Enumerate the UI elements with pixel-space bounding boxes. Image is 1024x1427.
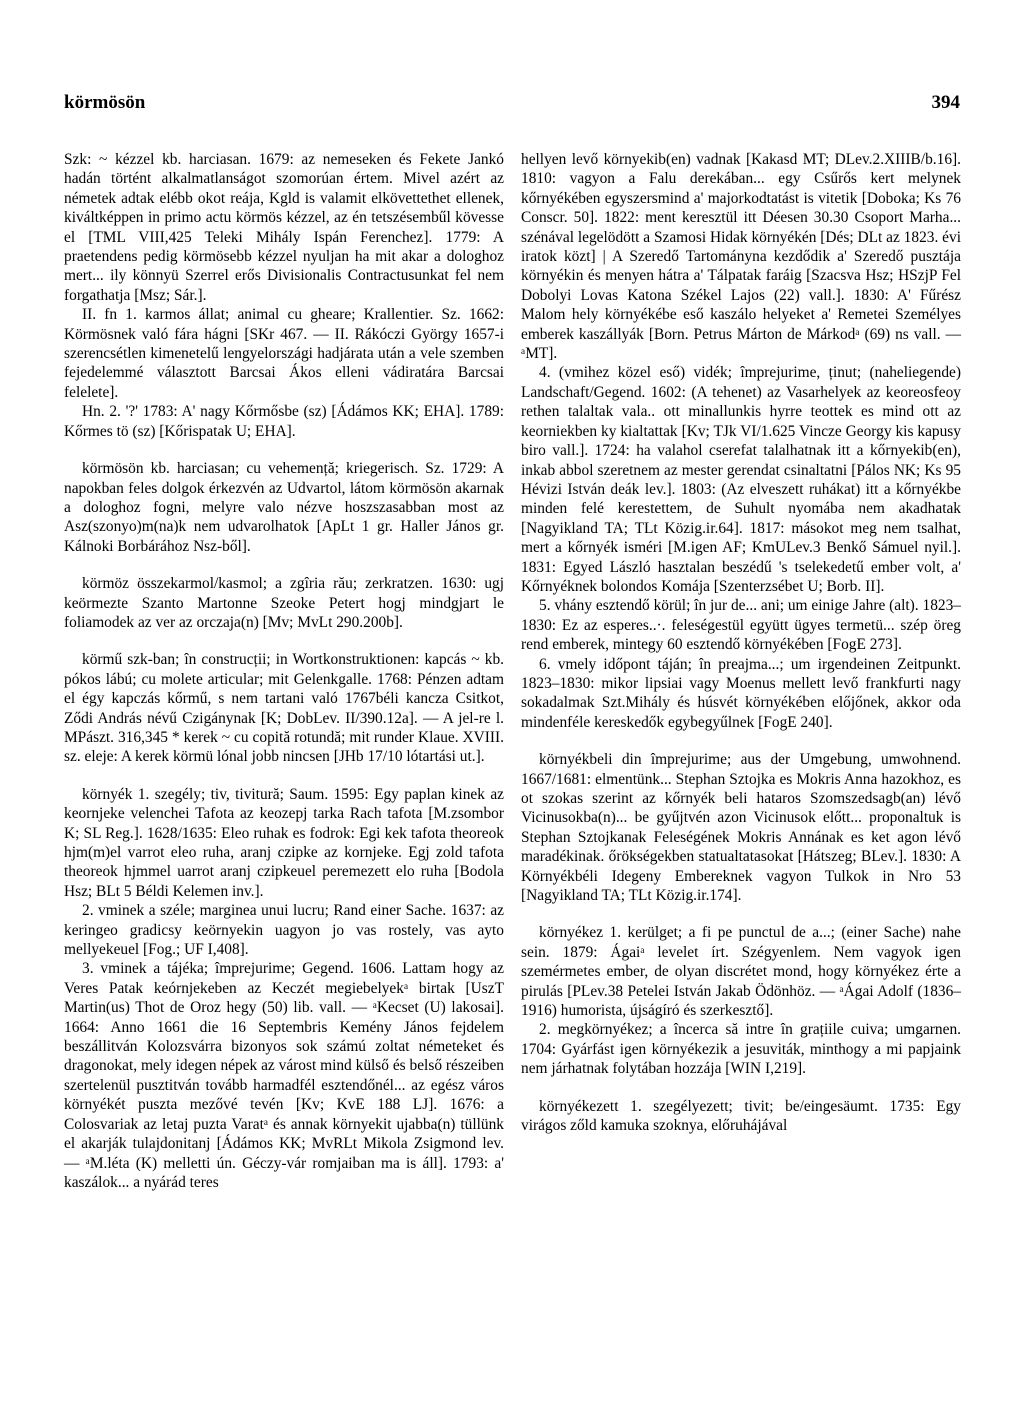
- paragraph: 5. vhány esztendő körül; în jur de... ani; um einige Jahre (alt). 1823–1830: Ez az esperes..·. feleségestül együtt ügyes termetü... szép öreg rend emberek, mintegy 60 esztendő környékében [FogE 273].: [521, 597, 961, 654]
- entry-kormoson: [64, 459, 504, 556]
- paragraph: II. fn 1. karmos állat; animal cu gheare; Krallentier. Sz. 1662: Körmösnek való fára hágni [SKr 467. — II. Rákóczi György 1657-i szerencsétlen kimenetelű lengyelországi hadjárata után a vele szemben fejedelemmé választott Barcsai Ákos elleni vádiratára Barcsai felelete].: [64, 306, 504, 401]
- paragraph: 6. vmely időpont táján; în preajma...; um irgendeinen Zeitpunkt. 1823–1830: mikor lipsiai vagy Moenus mellett levő frankfurti nagy sokadalmak Szt.Mihály és húsvét környékében előjőnek, akkor oda mindenféle kereskedők egybegyűlnek [FogE 240].: [521, 655, 961, 731]
- paragraph: környékbeli din împrejurime; aus der Umgebung, umwohnend. 1667/1681: elmentünk... Stephan Sztojka es Mokris Anna hazokhoz, es ot szokas szerint az kőrnyék beli hataros Szomszedsagb(an) lévő Vicinusokba(n)... be gyűjtvén azon Vicinusok előtt... proponaltuk is Stephan Sztojkanak Feleségének Mokris Annának es ket agon lévő maradékinak. őrökségekben statualtatasokat [Hátszeg; BLev.]. 1830: A Környékbéli Idegeny Embereknek vagyon Tulkok in Nro 53 [Nagyikland TA; TLt Közig.ir.174].: [521, 751, 961, 905]
- entry-kornyek: [64, 785, 504, 1193]
- entry-kornyekezett: [521, 1097, 961, 1136]
- paragraph: környékezett 1. szegélyezett; tivit; be/eingesäumt. 1735: Egy virágos zőld kamuka szoknya, előruhájával: [521, 1097, 961, 1135]
- paragraph: 3. vminek a tájéka; împrejurime; Gegend. 1606. Lattam hogy az Veres Patak keórnjekeben az Keczét megiebelyekᵃ birtak [UszT Martin(us) Thot de Oroz hegy (50) lib. vall. — ᵃKecset (U) lakosai]. 1664: Anno 1661 die 16 Septembris Kemény János fejdelem beszállitván Kolozsvárra bizonyos sok számú zoltat németeket és dragonokat, mely idegen népek az várost mind külső és belső részeiben szertelenül pusztitván tovább harmadfél esztendőnél... az egész város környékét puszta mezővé tevén [Kv; KvE 188 LJ]. 1676: a Colosvariak az letaj puzta Varatᵃ és annak környekit ujabba(n) tüllünk el akarják tulajdonitanj [Ádámos KK; MvRLt Mikola Zsigmond lev. — ᵃM.léta (K) melletti ún. Géczy-vár romjaiban ma is áll]. 1793: a' kaszálok... a nyárád teres: [64, 960, 504, 1191]
- entry-kormu: [64, 650, 504, 766]
- paragraph: körmöz összekarmol/kasmol; a zgîria rău; zerkratzen. 1630: ugj keörmezte Szanto Martonne Szeoke Petert hogj mindgjart le foliamodek az ver az orczaja(n) [Mv; MvLt 290.200b].: [64, 575, 504, 631]
- entry-kornyekbeli: [521, 750, 961, 905]
- paragraph: hellyen levő környekib(en) vadnak [Kakasd MT; DLev.2.XIIIB/b.16]. 1810: vagyon a Falu derekában... egy Csűrős kert melynek kőrnyékében egyszersmind a' majorkodtatást is vitetik [Doboka; Ks 76 Conscr. 50]. 1822: ment keresztül itt Déesen 30.30 Csoport Marha... szénával legelödött a Szamosi Hidak környékén [Dés; DLt az 1823. évi iratok közt] | A Szeredő Tartományna kezdődik a' Szeredő pusztája környékin és menyen hátra a' Tálpatak faráig [Szacsva Hsz; HSzjP Fel Dobolyi Lovas Katona Székel Lajos (22) vall.]. 1830: A' Fűrész Malom hely környékébe eső kaszálo helyeket a' Remetei Személyes emberek kaszállyák [Born. Petrus Márton de Márkodᵃ (69) ns vall. — ᵃMT].: [521, 151, 961, 363]
- running-head: körmösön: [64, 92, 146, 113]
- entry-kornyekez: [521, 923, 961, 1078]
- left-column: [64, 150, 504, 1192]
- paragraph: Hn. 2. '?' 1783: A' nagy Kőrmősbe (sz) [Ádámos KK; EHA]. 1789: Kőrmes tö (sz) [Kőrispatak U; EHA].: [64, 403, 504, 440]
- paragraph: Szk: ~ kézzel kb. harciasan. 1679: az nemeseken és Fekete Jankó hadán történt alkalmatlanságot szomorúan értem. Mivel azért az németek adtak elébb okot reája, Kgld is valamit elkövettethet ellenek, kiváltképpen in primo actu körmös kézzel, az én tetszésembűl kövesse el [TML VIII,425 Teleki Mihály Ispán Ferenchez]. 1779: A praetendens pedig körmösebb kézzel nyuljan ha mit akar a dologhoz mert... ily könnyü Szerrel erős Divisionalis Contractusunkat fel nem forgathatja [Msz; Sár.].: [64, 151, 504, 304]
- paragraph: körmű szk-ban; în construcții; in Wortkonstruktionen: kapcás ~ kb. pókos lábú; cu molete articular; mit Gelenkgalle. 1768: Pénzen adtam el égy kapczás kőrmű, s nem tartani való 1767béli kancza Csitkot, Ződi András névű Czigánynak [K; DobLev. II/390.12a]. — A jel-re l. MPászt. 316,345 * kerek ~ cu copită rotundă; mit runder Klaue. XVIII. sz. eleje: A kerek körmü lónal jobb nincsen [JHb 17/10 lótartási ut.].: [64, 651, 504, 766]
- paragraph: 4. (vmihez közel eső) vidék; împrejurime, ținut; (naheliegende) Landschaft/Gegend. 1602: (A tehenet) az Vasarhelyek az keoreosfeoy rethen talaltak vala.. ott minallunkis hyrre teottek es mind ott az keorniekben ky kialtattak [Kv; TJk VI/1.625 Vincze Georgy kis kapusy biro vall.]. 1724: ha valahol cserefat talalhatnak itt a kőrnyekib(en), inkab abbol szeretnem az mester gerendat csinaltatni [Pálos NK; Ks 95 Hévizi István deák lev.]. 1803: (Az elveszett ruhákat) itt a kőrnyékbe minden felé kerestettem, de Suhult nyomába nem akadhatak [Nagyikland TA; TLt Közig.ir.64]. 1817: másokot meg nem tsalhat, mert a kőrnyék isméri [M.igen AF; KmULev.3 Benkő Sámuel nyil.]. 1831: Egyed László hasztalan beszédű 's tselekedetű ember volt, a' Kőrnyéknek bolondos Komája [Szenterzsébet U; Borb. II].: [521, 364, 961, 595]
- paragraph: körmösön kb. harciasan; cu vehemență; kriegerisch. Sz. 1729: A napokban feles dolgok érkezvén az Udvartol, látom körmösön akarnak a dologhoz fogni, melyre valo nézve hoszszasabban most az Asz(szonyo)m(na)k nem udvarolhatok [ApLt 1 gr. Haller János gr. Kálnoki Borbárához Nsz-ből].: [64, 460, 504, 555]
- paragraph: 2. megkörnyékez; a încerca să intre în grațiile cuiva; umgarnen. 1704: Gyárfást igen környékezik a jesuviták, minthogy a mi papjaink nem járhatnak folytában hozzája [WIN I,219].: [521, 1021, 961, 1078]
- page-header: [64, 92, 960, 124]
- entry-kormoz: [64, 574, 504, 632]
- entry-kormos-continued: [64, 150, 504, 441]
- paragraph: környékez 1. kerülget; a fi pe punctul de a...; (einer Sache) nahe sein. 1879: Ágaiᵃ levelet írt. Szégyenlem. Nem vagyok igen szemérmetes ember, de olyan discrétet mond, hogy környékez érte a pirulás [PLev.38 Petelei István Jakab Ödönhöz. — ᵃÁgai Adolf (1836–1916) humorista, újságíró és szerkesztő].: [521, 924, 961, 1020]
- page-number: 394: [931, 92, 960, 113]
- paragraph: környék 1. szegély; tiv, tivitură; Saum. 1595: Egy paplan kinek az keornjeke velenchei Tafota az keozepj tarka Rach tafota [M.zsombor K; SL Reg.]. 1628/1635: Eleo ruhak es fodrok: Egi kek tafota theoreok hjm(m)el varrot eleo ruha, aranj czipke az kornjeke. Egj zold tafota theoreok hjmmel uarrot aranj czipkeuel peremezett elo ruha [Bodola Hsz; BLt 5 Béldi Kelemen inv.].: [64, 785, 504, 900]
- right-column: [521, 150, 961, 1136]
- entry-kornyek-continued: [521, 150, 961, 732]
- paragraph: 2. vminek a széle; marginea unui lucru; Rand einer Sache. 1637: az keringeo gradicsy keörnyekin uagyon jo vas rostely, vas ayto mellyekeuel [Fog.; UF I,408].: [64, 902, 504, 959]
